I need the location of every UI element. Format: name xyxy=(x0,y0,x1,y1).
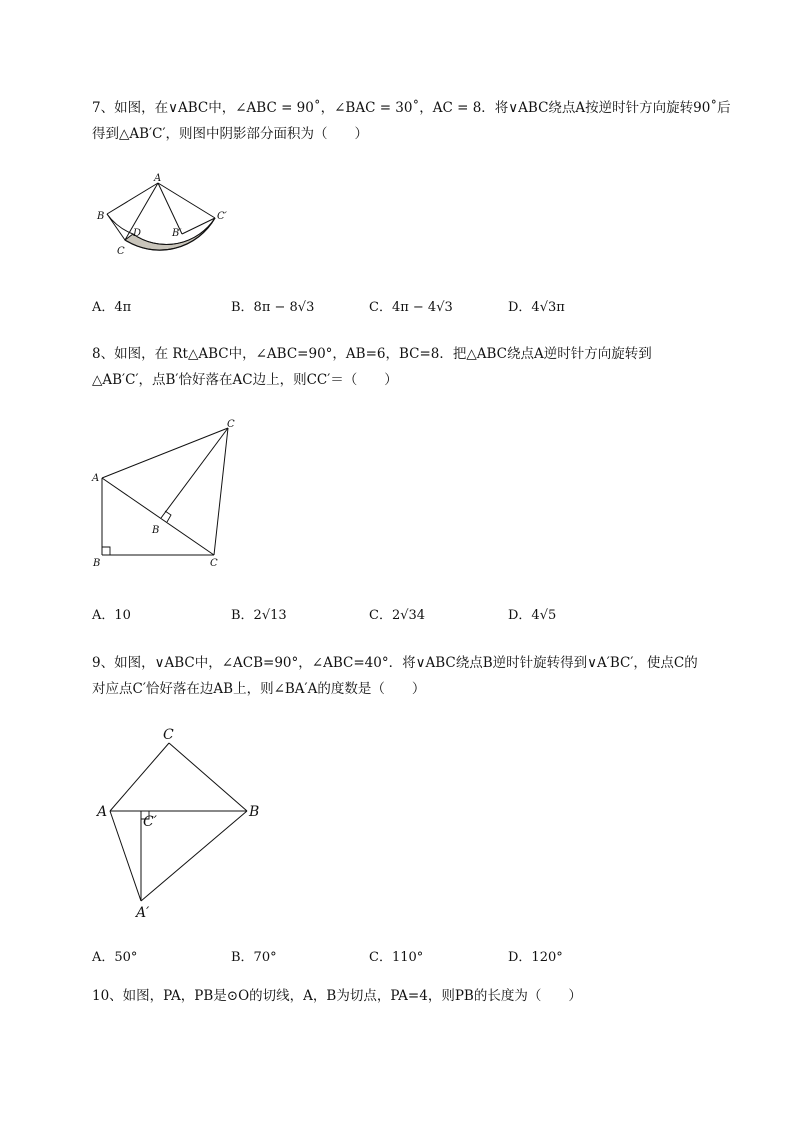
q7-option-b[interactable]: B．8π − 8√3 xyxy=(231,300,315,315)
q9-label-A-prime: A′ xyxy=(136,905,150,921)
q7-options xyxy=(92,296,692,316)
q7-text-line2: 得到△AB′C′，则图中阴影部分面积为（ ） xyxy=(92,126,369,142)
q9-text-line2: 对应点C′恰好落在边AB上，则∠BA′A的度数是（ ） xyxy=(92,681,426,697)
q8-option-c[interactable]: C．2√34 xyxy=(369,608,426,623)
q7-inner-arc xyxy=(107,214,215,245)
q7-option-c[interactable]: C．4π − 4√3 xyxy=(369,300,453,315)
q8-option-d[interactable]: D．4√5 xyxy=(508,608,557,623)
q10-text-line1: 10、如图，PA，PB是⊙O的切线，A，B为切点，PA=4，则PB的长度为（ ） xyxy=(92,988,582,1004)
q8-label-C: C xyxy=(210,558,218,569)
q7-label-A: A xyxy=(154,173,162,184)
q8-options xyxy=(92,604,692,624)
q9-text-line1: 9、如图，∨ABC中，∠ACB=90°，∠ABC=40°．将∨ABC绕点B逆时针旋转得到∨A′BC′，使点C的 xyxy=(92,655,698,671)
q7-label-D: D xyxy=(133,228,142,239)
q7-option-d[interactable]: D．4√3π xyxy=(508,300,565,315)
q9-option-b[interactable]: B．70° xyxy=(231,950,277,965)
q7-label-C: C xyxy=(117,246,125,257)
q9-option-c[interactable]: C．110° xyxy=(369,950,424,965)
q9-label-C: C xyxy=(163,727,174,743)
q7-label-B-prime: B′ xyxy=(172,228,182,239)
q8-text-line2: △AB′C′，点B′恰好落在AC边上，则CC′＝（ ） xyxy=(92,372,398,388)
q9-option-a[interactable]: A．50° xyxy=(92,950,138,965)
q8-option-b[interactable]: B．2√13 xyxy=(231,608,287,623)
q9-label-A: A xyxy=(97,804,108,820)
q7-label-B: B xyxy=(97,211,105,222)
q7-label-C-prime: C′ xyxy=(217,211,227,222)
q7-figure xyxy=(92,172,242,262)
q9-label-C-prime: C′ xyxy=(143,814,157,830)
q8-text-line1: 8、如图，在 Rt△ABC中，∠ABC=90°，AB=6，BC=8．把△ABC绕点A逆时针方向旋转到 xyxy=(92,346,652,362)
q9-options xyxy=(92,946,692,966)
q8-label-B-prime: B xyxy=(152,525,160,536)
q8-figure xyxy=(88,414,248,574)
q8-label-C-prime: C xyxy=(227,419,235,430)
q7-text-line1: 7、如图，在∨ABC中，∠ABC = 90˚，∠BAC = 30˚，AC = 8．将∨ABC绕点A按逆时针方向旋转90˚后 xyxy=(92,100,731,116)
q8-label-B: B xyxy=(93,558,101,569)
q9-option-d[interactable]: D．120° xyxy=(508,950,563,965)
q9-label-B: B xyxy=(249,804,260,820)
q8-option-a[interactable]: A．10 xyxy=(92,608,131,623)
q7-option-a[interactable]: A．4π xyxy=(92,300,132,315)
q9-figure xyxy=(92,722,272,922)
q8-label-A: A xyxy=(92,473,100,484)
